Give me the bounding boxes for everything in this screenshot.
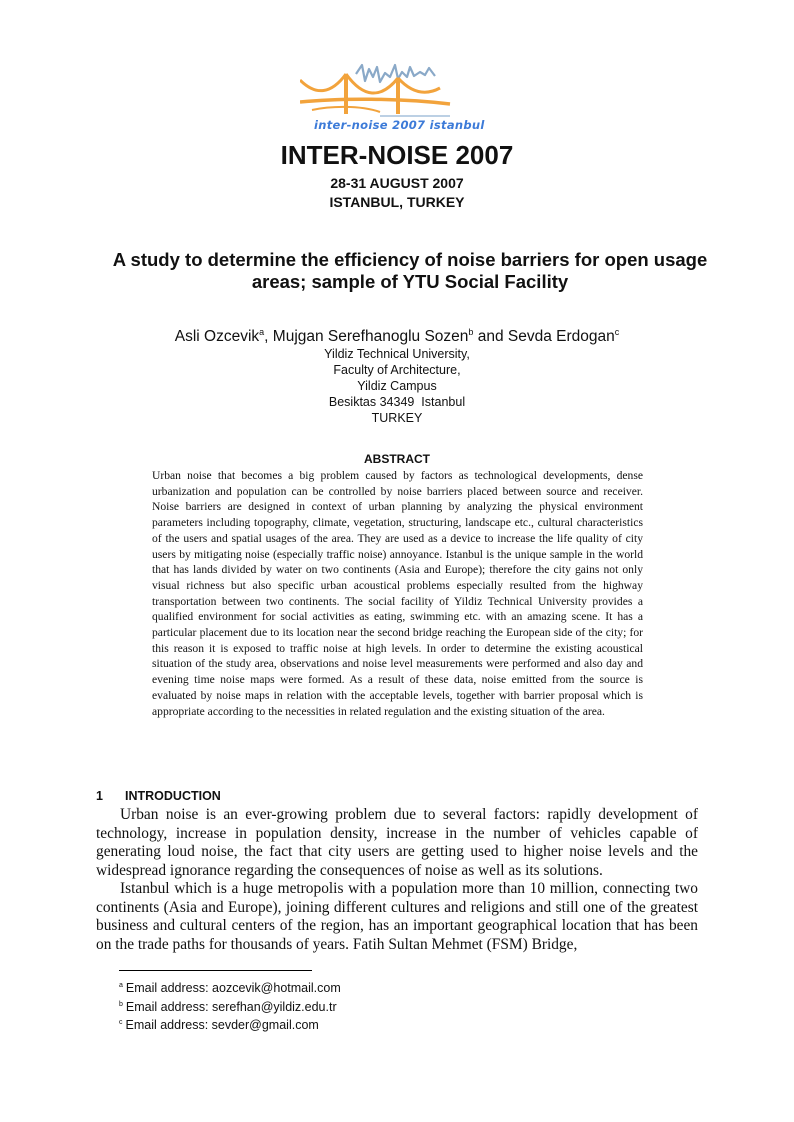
author-mark: b: [468, 327, 474, 337]
abstract-text: Urban noise that becomes a big problem caused by factors as technological developments, dense urbanization and population can be controlled by noise barriers placed between source and receiver. Noise barriers are designed in context of urban planning by analyzing the physical environment parameters including topography, climate, vegetation, structuring, landscape etc., cultural characteristics of the users and spatial usages of the area. They are used as a device to increase the life quality of city users by mitigating noise (especially traffic noise) annoyance. Istanbul is the unique sample in the world that has lands divided by water on two continents (Asia and Europe); therefore the city gains not only visual richness but also specific urban acoustical problems especially resulted from the highway transportation between two continents. The social facility of Yildiz Technical University provides a qualified environment for social activities as eating, swimming etc. with an amazing scene. It has a particular placement due to its location near the second bridge reaching the European side of the city; for this reason it is exposed to traffic noise at high levels. In order to determine the existing acoustical situation of the study area, observations and noise level measurements were performed and also day and evening time noise maps were formed. As a result of these data, noise emitted from the source is evaluated by noise maps in relation with the acceptable levels, together with barrier proposal which is appropriate according to the necessities in related regulation and the existing situation of the area.: [152, 469, 643, 718]
body-paragraph: Urban noise is an ever-growing problem due to several factors: rapidly development of technology, increase in population density, increase in the number of vehicles capable of generating loud noise, the fact that city users are getting used to higher noise levels and the widespread ignorance regarding the consequences of noise as well as its solutions.: [96, 806, 698, 879]
section-title: INTRODUCTION: [125, 789, 221, 803]
footnote: [119, 997, 341, 1016]
body-paragraph: Istanbul which is a huge metropolis with a population more than 10 million, connecting two continents (Asia and Europe), joining different cultures and religions and still one of the greatest business and cultural centers of the region, has an important geographical location that has been on the trade paths for thousands of years. Fatih Sultan Mehmet (FSM) Bridge,: [96, 880, 698, 953]
author-list: [0, 327, 794, 346]
section-body: [96, 806, 698, 954]
affiliation-line: TURKEY: [371, 411, 423, 425]
footnote: [119, 978, 341, 997]
footnote-text: Email address: serefhan@yildiz.edu.tr: [125, 999, 337, 1014]
author-mark: c: [614, 327, 620, 337]
footnotes: [119, 978, 341, 1034]
section-number: 1: [96, 789, 103, 803]
logo-text: inter-noise 2007 istanbul: [314, 118, 485, 132]
affiliation-line: Besiktas 34349 Istanbul: [328, 395, 466, 409]
footnote-mark: b: [119, 1000, 123, 1008]
author-name: Sevda Erdogan: [507, 328, 615, 346]
conference-logo: [300, 60, 490, 136]
author-separator: ,: [264, 328, 269, 346]
abstract-heading: ABSTRACT: [364, 452, 430, 466]
author-mark: a: [259, 327, 265, 337]
section-heading: [96, 789, 221, 803]
footnote-text: Email address: aozcevik@hotmail.com: [125, 981, 341, 996]
footnote-mark: a: [119, 982, 123, 989]
footnote-mark: c: [119, 1019, 123, 1027]
bridge-logo-icon: [300, 60, 490, 120]
conference-date: 28-31 AUGUST 2007: [330, 175, 464, 191]
affiliation-line: Yildiz Campus: [357, 379, 437, 393]
affiliation: [0, 346, 794, 426]
author-name: Asli Ozcevik: [174, 328, 260, 346]
footnote-text: Email address: sevder@gmail.com: [125, 1018, 319, 1033]
conference-place: ISTANBUL, TURKEY: [329, 194, 465, 210]
footnote: [119, 1015, 341, 1034]
affiliation-line: Yildiz Technical University,: [324, 347, 470, 361]
footnote-divider: [119, 970, 312, 971]
paper-title: A study to determine the efficiency of noise barriers for open usage areas; sample of YTU Social Facility: [112, 249, 708, 292]
conference-title: INTER-NOISE 2007: [280, 140, 514, 170]
author-name: Mujgan Serefhanoglu Sozen: [272, 328, 469, 346]
affiliation-line: Faculty of Architecture,: [333, 363, 461, 377]
author-conjunction: and: [473, 328, 508, 346]
